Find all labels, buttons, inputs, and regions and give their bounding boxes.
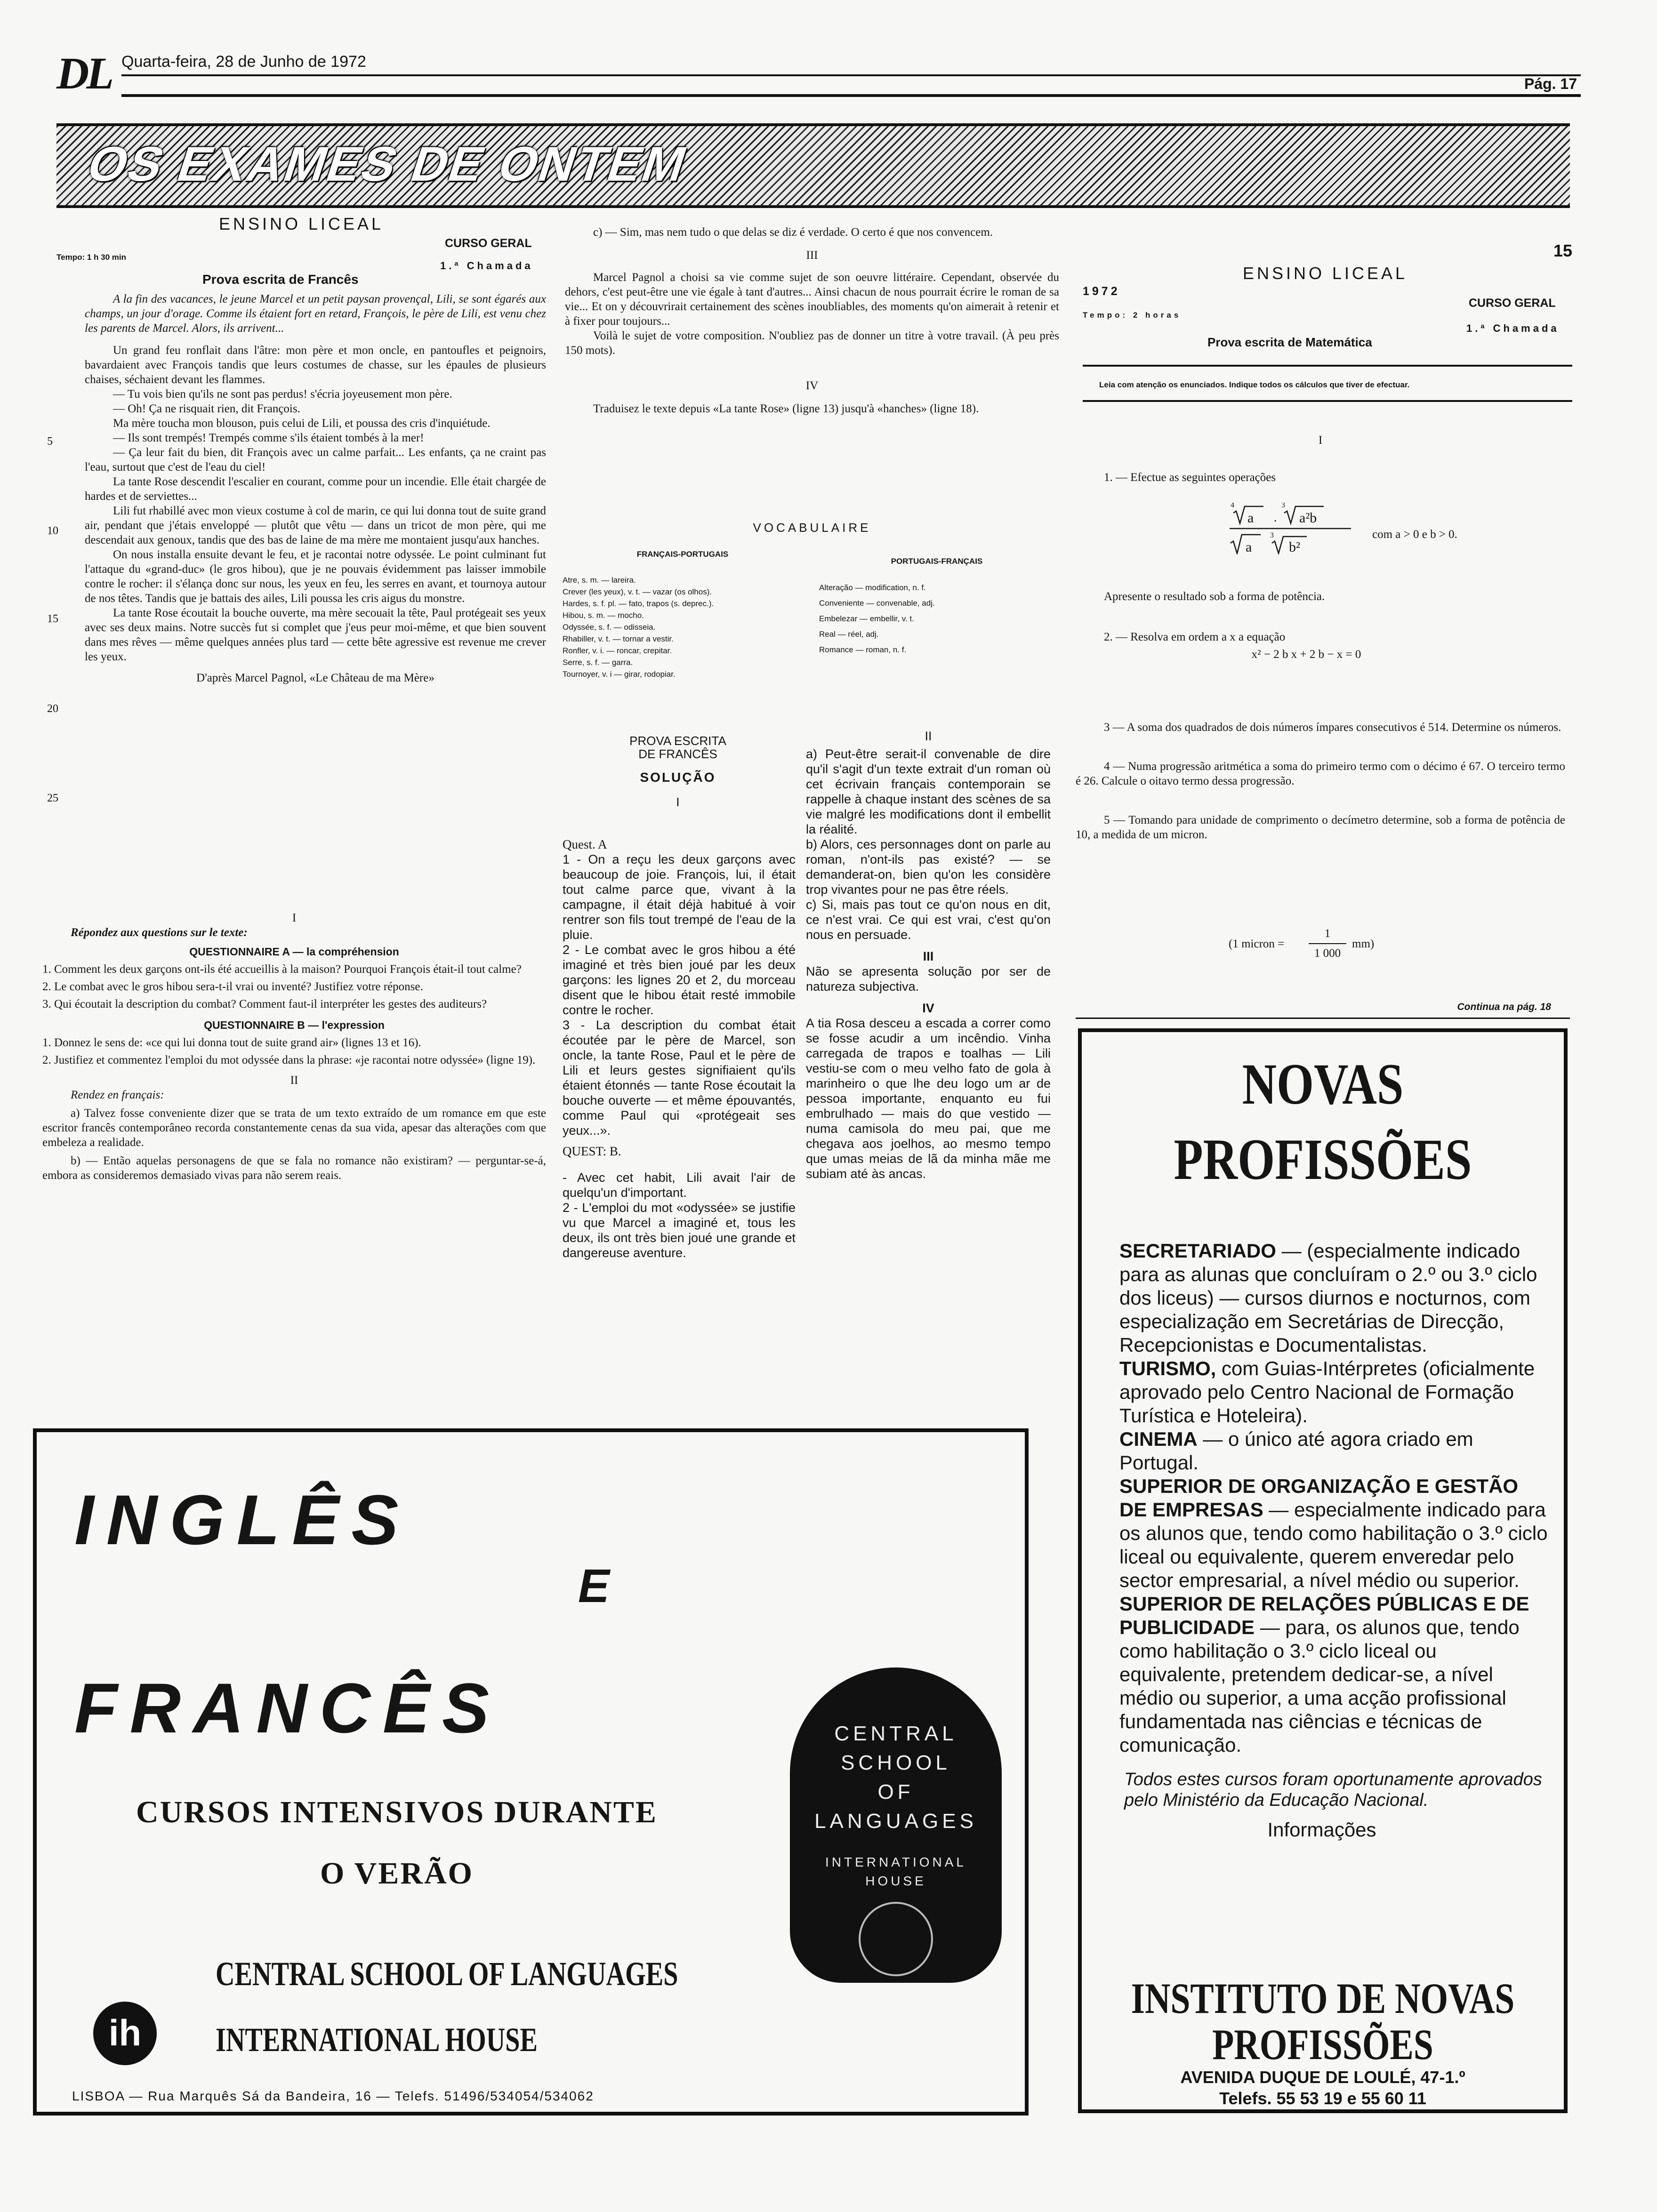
- formula-right: mm): [1352, 938, 1375, 950]
- question-item: 1. Comment les deux garçons ont-ils été accueillis à la maison? Pourquoi François était-il tout calme?: [42, 963, 522, 976]
- info-label: Informações: [1267, 1819, 1376, 1841]
- frances-paragraph: — Tu vois bien qu'ils ne sont pas perdus! s'écria joyeusement mon père.: [113, 388, 452, 401]
- course-item: [1096, 1592, 1548, 1757]
- frances-text-column: [85, 292, 546, 685]
- section-banner: [56, 123, 1570, 208]
- rendez-text: a) Talvez fosse conveniente dizer que se trata de um texto extraído de um romance em que este escritor francês contemporâneo recorda constantemente cenas da sua vida, apesar das alterações com que embeleza a realidade.: [42, 1107, 546, 1149]
- badge-subtext: [790, 1853, 1002, 1891]
- section-number: I: [1318, 434, 1323, 447]
- math-questions-continued: [1104, 589, 1565, 662]
- composition-text: Voilà le sujet de votre composition. N'oubliez pas de donner un titre à votre travail. (À peu près 150 mots).: [565, 329, 1059, 357]
- ad-novas-body: [1096, 1239, 1548, 1842]
- banner-title: OS EXAMES DE ONTEM: [80, 137, 696, 192]
- questionnaire-a-heading: QUESTIONNAIRE A — la compréhension: [189, 946, 399, 958]
- repondez-instruction: Répondez aux questions sur le texte:: [71, 926, 248, 939]
- svg-text:4: 4: [1231, 503, 1234, 509]
- question-item: 1. Donnez le sens de: «ce qui lui donna tout de suite grand air» (lignes 13 et 16).: [42, 1036, 421, 1049]
- badge-line: LANGUAGES: [814, 1810, 977, 1833]
- math-question: 2. — Resolva em ordem a x a equação: [1104, 631, 1286, 643]
- school-name: INTERNATIONAL HOUSE: [216, 2021, 538, 2059]
- frances-paragraph: Un grand feu ronflait dans l'âtre: mon père et mon oncle, en pantoufles et peignoirs, bavardaient avec François tandis que leurs costumes de chasse, sur les épaules de plusieurs chaises, séchaient devant les flammes.: [85, 344, 546, 386]
- solucao-right-column: [806, 729, 1051, 1181]
- solucao-answer: A tia Rosa desceu a escada a correr como se fosse acudir a um incêndio. Vinha carregada de trapos e toalhas — Lili vestiu-se com o meu velho fato de gola à marinheiro o que lhe deu logo um ar de pessoa importante, enquanto eu fui embrulhado — mais do que vestido — numa camisola do meu pai, que me chegava aos joelhos, ao mesmo tempo que umas meias de lã da minha mãe me subiam até às ancas.: [806, 1016, 1051, 1181]
- section-number: II: [290, 1074, 298, 1087]
- math-condition: com a > 0 e b > 0.: [1372, 528, 1457, 541]
- frances-attribution: D'après Marcel Pagnol, «Le Château de ma Mère»: [196, 672, 434, 684]
- radical-fraction-graphic: [1229, 503, 1356, 554]
- matematica-chamada: 1.ª Chamada: [1466, 322, 1560, 334]
- frances-tempo: Tempo: 1 h 30 min: [56, 253, 126, 262]
- course-heading: SUPERIOR DE RELAÇÕES PÚBLICAS E DE PUBLICIDADE: [1119, 1593, 1529, 1638]
- section-number: I: [676, 795, 680, 809]
- line-number: 25: [47, 792, 58, 804]
- vocab-entry: Alteração — modification, n. f.: [819, 583, 926, 592]
- newspaper-logo: DL: [56, 48, 111, 98]
- vocab-entry: Odyssée, s. f. — odisseia.: [563, 623, 656, 632]
- frances-continued-column: [565, 225, 1059, 416]
- vocab-entry: Real — réel, adj.: [819, 630, 879, 639]
- frances-paragraph: — Oh! Ça ne risquait rien, dit François.: [113, 402, 300, 415]
- ad-frances-word: FRANCÊS: [74, 1668, 502, 1747]
- section-number: II: [925, 729, 932, 743]
- vocab-entry: Conveniente — convenable, adj.: [819, 599, 935, 608]
- solucao-heading: [563, 734, 793, 809]
- math-question: 5 — Tomando para unidade de comprimento o decímetro determine, sob a forma de potência de 10, a medida de um micron.: [1076, 814, 1565, 841]
- line-number: 15: [47, 613, 58, 625]
- globe-icon: [859, 1902, 933, 1976]
- column-rule: [1076, 1018, 1570, 1019]
- svg-text:b²: b²: [1289, 539, 1300, 554]
- svg-text:3: 3: [1270, 531, 1274, 539]
- solucao-title: SOLUÇÃO: [640, 770, 716, 785]
- badge-line: HOUSE: [865, 1874, 926, 1888]
- math-equation: x² − 2 b x + 2 b − x = 0: [1251, 648, 1361, 661]
- traduisez-text: Traduisez le texte depuis «La tante Rose» (ligne 13) jusqu'à «hanches» (ligne 18).: [593, 402, 979, 415]
- math-question: 4 — Numa progressão aritmética a soma do primeiro termo com o décimo é 67. O terceiro termo é 26. Calcule o oitavo termo dessa progressão.: [1076, 760, 1565, 787]
- svg-text:a: a: [1247, 510, 1254, 526]
- svg-text:a: a: [1246, 539, 1252, 554]
- math-question: 1. — Efectue as seguintes operações: [1104, 471, 1276, 484]
- svg-text:3: 3: [1281, 503, 1285, 509]
- frances-chamada: 1.ª Chamada: [440, 260, 533, 272]
- solucao-answer: Não se apresenta solução por ser de natureza subjectiva.: [806, 964, 1051, 994]
- vocab-pf-heading: PORTUGAIS-FRANÇAIS: [891, 557, 983, 566]
- frances-paragraph: La tante Rose écoutait la bouche ouverte, ma mère secouait la tête, Paul protégeait ses yeux avec ses deux mains. Notre succès fut si complet que j'eus peur moi-même, et que bien souvent dans mes rêves — même quelques années plus tard — cette bête agressive est revenue me crever les yeux.: [85, 607, 546, 663]
- solucao-answer: 2 - L'emploi du mot «odyssée» se justifie vu que Marcel a imaginé et, tous les deux, ils ont très bien joué une grande et dangereuse aventure.: [563, 1201, 796, 1260]
- frances-paragraph: Lili fut rhabillé avec mon vieux costume à col de marin, ce qui lui donna tout de suite grand air, pendant que j'étais enveloppé — plutôt que vêtu — dans un tricot de mon père, qui me descendait aux genoux, tandis que des bas de laine de ma mère me montaient jusqu'aux hanches.: [85, 505, 546, 546]
- course-item: [1096, 1357, 1548, 1427]
- question-item: 3. Qui écoutait la description du combat? Comment faut-il interpréter les gestes des auditeurs?: [42, 998, 487, 1010]
- frances-ensino-heading: ENSINO LICEAL: [218, 214, 384, 233]
- formula-denominator: 1 000: [1314, 947, 1341, 960]
- section-number: IV: [805, 379, 819, 392]
- course-note: Todos estes cursos foram oportunamente aprovados pelo Ministério da Educação Nacional.: [1124, 1770, 1542, 1810]
- course-text: — (especialmente indicado para as alunas que concluíram o 2.º ou 3.º ciclo dos liceus) — cursos diurnos e nocturnos, com especialização em Secretárias de Direcção, Recepcionistas e Documentalistas.: [1119, 1240, 1537, 1356]
- vocab-entry: Rhabiller, v. t. — tornar a vestir.: [563, 634, 674, 643]
- svg-text:a²b: a²b: [1299, 510, 1317, 526]
- course-text: com Guias-Intérpretes (oficialmente aprovado pelo Centro Nacional de Formação Turística e Hoteleira).: [1119, 1357, 1535, 1427]
- vocabulaire-heading: VOCABULAIRE: [753, 521, 871, 535]
- micron-formula: [1229, 926, 1464, 964]
- frances-paragraph: Ma mère toucha mon blouson, puis celui de Lili, et poussa des cris d'inquiétude.: [113, 417, 491, 430]
- institute-name: INSTITUTO DE NOVAS: [1131, 1974, 1515, 2022]
- math-instruction: Apresente o resultado sob a forma de potência.: [1104, 590, 1325, 603]
- badge-text: [790, 1667, 1002, 1836]
- frances-intro: A la fin des vacances, le jeune Marcel et un petit paysan provençal, Lili, se sont égarés aux champs, un jour d'orage. Comme ils étaient fort en retard, François, le père de Lili, est venu chez les parents de Marcel. Alors, ils arrivent...: [85, 293, 546, 335]
- advertisement-novas-profissoes: [1078, 1028, 1568, 2113]
- section-number: I: [292, 912, 297, 924]
- institute-phone: Telefs. 55 53 19 e 55 60 11: [1219, 2089, 1426, 2108]
- ad-novas-title: PROFISSÕES: [1174, 1127, 1472, 1192]
- svg-text:.: .: [1274, 511, 1277, 524]
- continua-link[interactable]: Continua na pág. 18: [1457, 1002, 1551, 1012]
- line-number: 5: [47, 435, 53, 448]
- institute-address: AVENIDA DUQUE DE LOULÉ, 47-1.º: [1180, 2068, 1465, 2087]
- matematica-year: 1972: [1083, 285, 1120, 298]
- composition-text: Marcel Pagnol a choisi sa vie comme sujet de son oeuvre littéraire. Cependant, observée du dehors, c'est peut-être une vie égale à tant d'autres... Ainsi chacun de nous pourrait écrire le roman de sa vie... Et on y découvrirait certainement des scènes inoubliables, des moments qu'on aimerait à retenir et à fixer pour toujours...: [565, 271, 1059, 328]
- advertisement-ingles-frances: [33, 1428, 1029, 2116]
- ad-subtitle: O VERÃO: [320, 1856, 474, 1891]
- vocab-entry: Atre, s. m. — lareira.: [563, 576, 636, 585]
- matematica-questions: [1076, 433, 1565, 485]
- frances-paragraph: La tante Rose descendit l'escalier en courant, comme pour un incendie. Elle était chargée de hardes et de serviettes...: [85, 475, 546, 503]
- rendez-instruction: Rendez en français:: [71, 1089, 164, 1101]
- ad-novas-title: NOVAS: [1242, 1052, 1404, 1116]
- solucao-heading-line: PROVA ESCRITA: [629, 734, 726, 748]
- solucao-answer: a) Peut-être serait-il convenable de dire qu'il s'agit d'un texte extrait d'un roman où cet écrivain français contemporain se rappelle à chaque instant des scènes de sa vie malgré les modifications dont il embellit la réalité.: [806, 747, 1051, 836]
- math-questions-more: [1076, 720, 1565, 842]
- section-number: III: [806, 249, 818, 262]
- course-item: [1096, 1239, 1548, 1357]
- course-heading: SUPERIOR DE ORGANIZAÇÃO E GESTÃO DE EMPRESAS: [1119, 1475, 1519, 1521]
- course-item: [1096, 1427, 1548, 1475]
- solucao-answer: 3 - La description du combat était écoutée par le père de Marcel, son oncle, la tante Rose, Paul et le père de Lili et leurs gestes signifiaient qu'ils étaient étonnés — tante Rose écoutait la bouche ouverte — et même épouvantés, comme Paul qui «protégeait ses yeux...».: [563, 1018, 796, 1138]
- course-text: — especialmente indicado para os alunos que, tendo como habilitação o 3.º ciclo liceal ou equivalente, querem enveredar pelo sector empresarial, a nível médio ou superior.: [1119, 1499, 1548, 1591]
- badge-line: SCHOOL: [841, 1751, 951, 1774]
- badge-line: CENTRAL: [834, 1722, 957, 1745]
- matematica-curso: CURSO GERAL: [1469, 297, 1556, 310]
- question-item: 2. Le combat avec le gros hibou sera-t-il vrai ou inventé? Justifiez votre réponse.: [42, 980, 423, 993]
- issue-date: Quarta-feira, 28 de Junho de 1972: [121, 53, 366, 71]
- course-text: — para, os alunos que, tendo como habilitação o 3.º ciclo liceal ou equivalente, pretendem dedicar-se, a nível médio ou superior, a uma acção profissional fundamentada nas ciências e técnicas de comunicação.: [1119, 1616, 1520, 1756]
- course-item: [1096, 1475, 1548, 1592]
- formula-left: (1 micron =: [1229, 938, 1285, 950]
- frances-questions: [42, 911, 546, 1183]
- vocab-entry: Serre, s. f. — garra.: [563, 658, 633, 667]
- question-item: 2. Justifiez et commentez l'emploi du mot odyssée dans la phrase: «je racontai notre odyssée» (ligne 19).: [42, 1054, 536, 1066]
- matematica-ensino-heading: ENSINO LICEAL: [1242, 264, 1408, 283]
- solucao-answer: b) Alors, ces personnages dont on parle au roman, n'ont-ils pas existé? — se demanderat-on, bien qu'on les considère trop vivantes pour ne pas être réels.: [806, 837, 1051, 897]
- school-badge: [790, 1667, 1002, 1983]
- badge-line: OF: [877, 1780, 914, 1803]
- solucao-heading-line: DE FRANCÊS: [638, 747, 717, 761]
- questionnaire-b-heading: QUESTIONNAIRE B — l'expression: [204, 1019, 385, 1031]
- ad-e-word: E: [578, 1560, 610, 1612]
- formula-numerator: 1: [1324, 927, 1331, 940]
- section-number: III: [923, 949, 934, 963]
- line-number: 10: [47, 525, 58, 537]
- vocab-fp-heading: FRANÇAIS-PORTUGAIS: [636, 550, 729, 559]
- solucao-quest-b: QUEST: B.: [563, 1144, 621, 1158]
- frances-curso: CURSO GERAL: [445, 237, 532, 250]
- formula-bar: [1309, 943, 1346, 944]
- math-radical-expression: [1229, 503, 1356, 554]
- page-number: Pág. 17: [1524, 75, 1577, 92]
- vocab-entry: Hardes, s. f. pl. — fato, trapos (s. deprec.).: [563, 599, 714, 608]
- ad-ingles-word: INGLÊS: [74, 1480, 411, 1559]
- masthead-rule-lower: [121, 94, 1581, 97]
- course-heading: TURISMO,: [1119, 1357, 1216, 1379]
- rendez-text: c) — Sim, mas nem tudo o que delas se diz é verdade. O certo é que nos convencem.: [593, 226, 993, 239]
- vocab-entry: Crever (les yeux), v. t. — vazar (os olhos).: [563, 587, 712, 596]
- course-text: — o único até agora criado em Portugal.: [1119, 1428, 1473, 1474]
- instructions-rule-bottom: [1083, 400, 1572, 402]
- matematica-tempo: Tempo: 2 horas: [1083, 311, 1182, 320]
- solucao-answer: 1 - On a reçu les deux garçons avec beaucoup de joie. François, lui, il était tout calme parce que, vivant à la campagne, il était déjà habitué à voir rentrer son fils tout trempé de l'eau de la pluie.: [563, 852, 796, 942]
- exam-number: 15: [1553, 241, 1573, 260]
- masthead-rule: [121, 74, 1581, 76]
- matematica-prova-title: Prova escrita de Matemática: [1207, 335, 1372, 349]
- solucao-answer: c) Si, mais pas tout ce qu'on nous en dit, ce n'est vrai. Ce qui est vrai, c'est qu'on nous en persuade.: [806, 898, 1051, 942]
- course-heading: SECRETARIADO: [1119, 1240, 1276, 1262]
- vocab-fp-list: [563, 574, 817, 680]
- line-number: 20: [47, 703, 58, 715]
- frances-prova-title: Prova escrita de Francês: [202, 272, 359, 287]
- solucao-left-column: [563, 837, 796, 1260]
- instructions-rule-top: [1083, 365, 1572, 367]
- frances-paragraph: On nous installa ensuite devant le feu, et je racontai notre odyssée. Le point culminant fut l'attaque du «grand-duc» (le gros hibou), que je ne pouvais évidemment pas laisser immobile contre le rocher: il s'élança donc sur nous, les yeux en feu, les serres en avant, et tournoya autour de nos têtes. Tandis que je battais des ailes, Lili poussa les cris aigus du monstre.: [85, 548, 546, 605]
- math-question: 3 — A soma dos quadrados de dois números ímpares consecutivos é 514. Determine os números.: [1104, 721, 1561, 734]
- ih-logo: ih: [93, 2002, 157, 2065]
- vocab-entry: Ronfler, v. i. — roncar, crepitar.: [563, 646, 672, 655]
- vocab-entry: Tournoyer, v. i — girar, rodopiar.: [563, 670, 676, 679]
- solucao-answer: 2 - Le combat avec le gros hibou a été imaginé et très bien joué par les deux garçons: les lignes 20 et 2, du morceau disent que le hibou était resté immobile contre le rocher.: [563, 943, 796, 1017]
- solucao-quest-a: Quest. A: [563, 837, 607, 851]
- badge-line: INTERNATIONAL: [825, 1855, 966, 1869]
- solucao-answer: - Avec cet habit, Lili avait l'air de quelqu'un d'important.: [563, 1170, 796, 1200]
- school-name: CENTRAL SCHOOL OF LANGUAGES: [216, 1955, 678, 1993]
- section-number: IV: [922, 1001, 934, 1015]
- vocab-entry: Hibou, s. m. — mocho.: [563, 611, 644, 620]
- frances-paragraph: — Ils sont trempés! Trempés comme s'ils étaient tombés à la mer!: [113, 432, 424, 444]
- vocab-pf-list: [819, 580, 1054, 657]
- frances-paragraph: — Ça leur fait du bien, dit François avec un calme parfait... Les enfants, ça ne craint pas l'eau, surtout que c'est de l'eau du ciel!: [85, 446, 546, 473]
- institute-name: PROFISSÕES: [1212, 2020, 1433, 2068]
- vocab-entry: Romance — roman, n. f.: [819, 645, 907, 654]
- vocab-entry: Embelezar — embellir, v. t.: [819, 614, 914, 623]
- rendez-text: b) — Então aquelas personagens de que se fala no romance não existiram? — perguntar-se-á, embora as consideremos demasiado vivas para não serem reais.: [42, 1154, 546, 1182]
- ad-subtitle: CURSOS INTENSIVOS DURANTE: [136, 1795, 658, 1829]
- course-heading: CINEMA: [1119, 1428, 1198, 1450]
- ad-ingles-address: LISBOA — Rua Marquês Sá da Bandeira, 16 — Telefs. 51496/534054/534062: [72, 2089, 594, 2103]
- matematica-instructions: Leia com atenção os enunciados. Indique todos os cálculos que tiver de efectuar.: [1099, 380, 1410, 389]
